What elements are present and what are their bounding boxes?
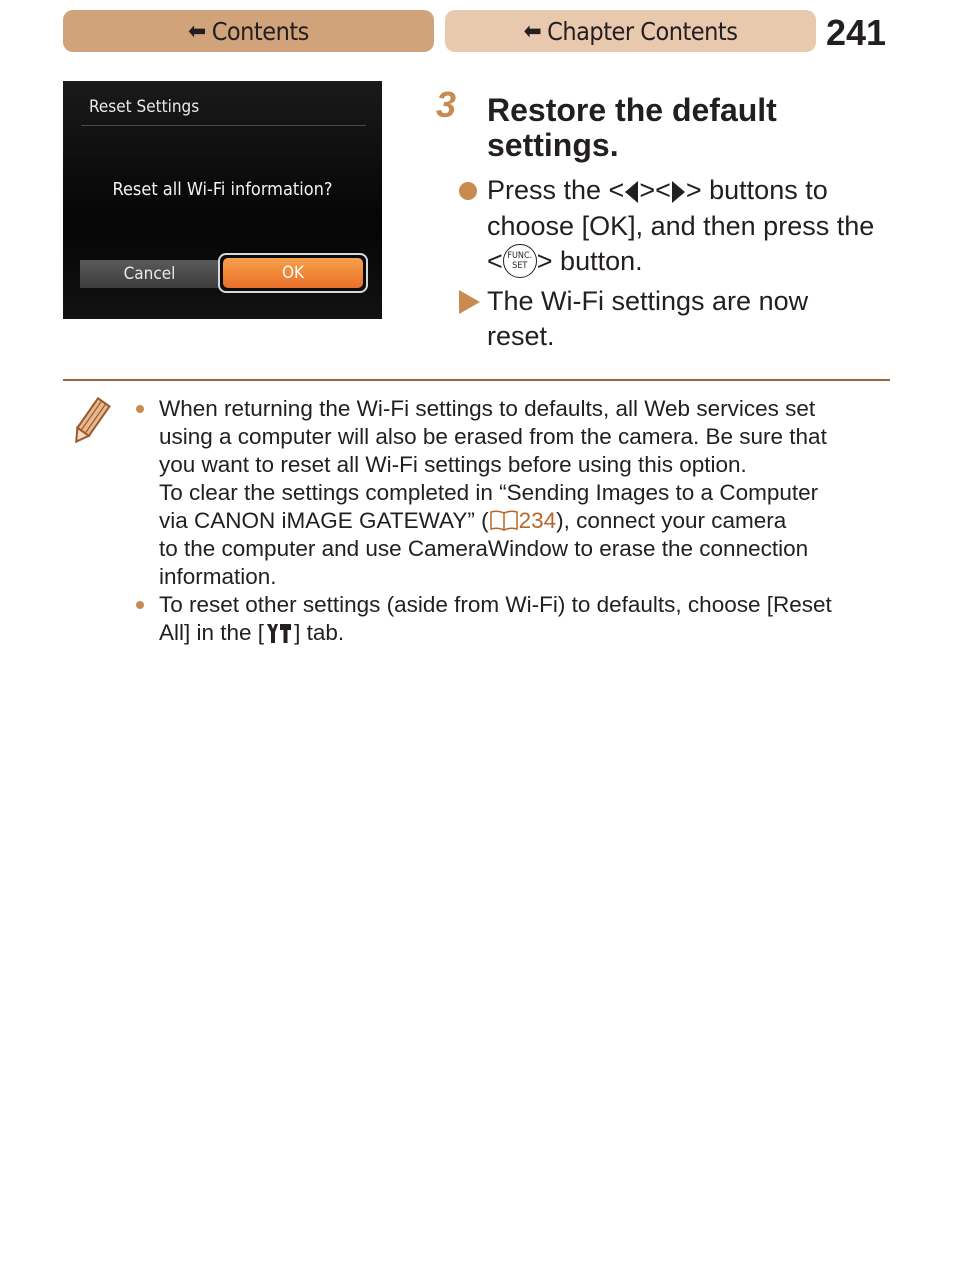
instruction-text: > buttons to [685, 175, 828, 205]
right-button-icon [672, 181, 685, 203]
left-button-icon [625, 181, 638, 203]
pencil-icon [68, 396, 112, 448]
note-1-line-6: to the computer and use CameraWindow to erase the connection [159, 536, 809, 561]
camera-ok-option: OK [223, 258, 363, 288]
instruction-text: >< [639, 175, 671, 205]
note-2-line-1: To reset other settings (aside from Wi-Fi) to defaults, choose [Reset [159, 592, 832, 617]
note-1-line-7: information. [159, 564, 277, 589]
camera-screen-divider [81, 125, 366, 126]
step-title: Restore the default settings. [487, 92, 777, 163]
arrow-left-icon: ⬅ [188, 17, 206, 45]
instruction-text: Press the < [487, 175, 625, 205]
contents-label: Contents [211, 16, 309, 46]
camera-cancel-option: Cancel [80, 260, 219, 288]
camera-screen-question: Reset all Wi-Fi information? [112, 179, 333, 200]
chapter-contents-label: Chapter Contents [547, 16, 738, 46]
note-1-line-4: To clear the settings completed in “Sending Images to a Computer [159, 480, 819, 505]
note-text: ), connect your camera [556, 508, 787, 533]
contents-button[interactable] [63, 10, 434, 52]
func-label: FUNC. [507, 250, 533, 261]
camera-screen-title: Reset Settings [89, 97, 200, 117]
note-text: All] in the [ [159, 620, 265, 645]
section-divider [63, 379, 890, 381]
chapter-contents-button[interactable] [445, 10, 816, 52]
result-line-1: The Wi-Fi settings are now [487, 286, 809, 316]
result-line-2: reset. [487, 321, 555, 351]
instruction-line-1 [487, 173, 897, 208]
bullet-circle-icon [459, 182, 477, 200]
note-1-line-1: When returning the Wi-Fi settings to defaults, all Web services set [159, 396, 816, 421]
camera-screen-image [63, 81, 382, 319]
note-text: ] tab. [294, 620, 345, 645]
page-reference-number: 234 [518, 508, 557, 533]
page-number: 241 [826, 12, 887, 53]
set-label: SET [512, 260, 528, 271]
tools-tab-icon [264, 622, 294, 644]
func-set-button-icon [503, 244, 537, 278]
step-number: 3 [436, 84, 457, 125]
note-1-line-2: using a computer will also be erased from the camera. Be sure that [159, 424, 827, 449]
instruction-text: > button. [536, 246, 643, 276]
page-reference-link[interactable] [489, 508, 557, 533]
arrow-left-icon: ⬅ [523, 17, 542, 45]
result-arrow-icon [459, 290, 480, 314]
note-bullet-icon [136, 601, 144, 609]
instruction-line-3 [487, 244, 897, 279]
note-bullet-icon [136, 405, 144, 413]
book-icon [489, 509, 519, 531]
instruction-text: < [487, 246, 503, 276]
instruction-line-2: choose [OK], and then press the [487, 211, 875, 241]
note-1-line-5 [159, 507, 786, 535]
note-text: via CANON iMAGE GATEWAY” ( [159, 508, 489, 533]
note-1-line-3: you want to reset all Wi-Fi settings before using this option. [159, 452, 747, 477]
note-2-line-2 [159, 619, 344, 647]
